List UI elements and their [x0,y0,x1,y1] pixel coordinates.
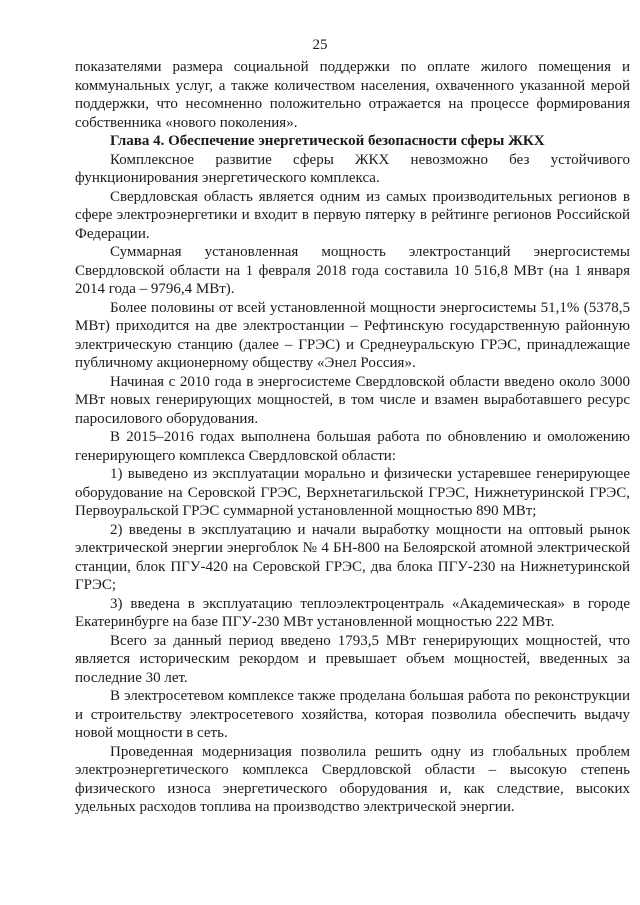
paragraph-total-installed-capacity: Суммарная установленная мощность электростанций энергосистемы Свердловской области на 1 февраля 2018 года составила 10 516,8 МВт (на 1 января 2014 года – 9796,4 МВт). [75,244,630,297]
paragraph-new-capacity-since-2010: Начиная с 2010 года в энергосистеме Свердловской области введено около 3000 МВт новых генерирующих мощностей, в том числе и взамен выработавшего ресурс паросилового оборудования. [75,373,630,427]
paragraph-complex-development: Комплексное развитие сферы ЖКХ невозможно без устойчивого функционирования энергетического комплекса. [75,151,630,186]
paragraph-modernization-results: Проведенная модернизация позволила решить одну из глобальных проблем электроэнергетического комплекса Свердловской области – высокую степень физического износа энергетического оборудования и, как следствие, высоких удельных расходов топлива на производство электрической энергии. [75,743,630,815]
paragraph-2015-2016-renewal: В 2015–2016 годах выполнена большая работа по обновлению и омоложению генерирующего комплекса Свердловской области: [75,429,630,464]
paragraph-grid-reconstruction: В электросетевом комплексе также проделана большая работа по реконструкции и строительству электросетевого хозяйства, которая позволила обеспечить выдачу новой мощности в сеть. [75,688,630,741]
document-body [75,58,630,817]
intro-paragraph: показателями размера социальной поддержки по оплате жилого помещения и коммунальных услуг, а также количеством населения, охваченного указанной мерой поддержки, что несомненно положительно отражается на процессе формирования собственника «нового поколения». [75,59,630,131]
chapter-heading: Глава 4. Обеспечение энергетической безопасности сферы ЖКХ [110,133,545,149]
paragraph-historic-record: Всего за данный период введено 1793,5 МВт генерирующих мощностей, что является историческим рекордом и превышает объем мощностей, введенных за последние 30 лет. [75,632,630,686]
page-number: 25 [312,37,328,53]
paragraph-two-power-stations: Более половины от всей установленной мощности энергосистемы 51,1% (5378,5 МВт) приходится на две электростанции – Рефтинскую государственную районную электрическую станцию (далее – ГРЭС) и Среднеуральскую ГРЭС, принадлежащие публичному акционерному обществу «Энел Россия». [75,299,630,371]
list-item-2-commissioned-units: 2) введены в эксплуатацию и начали выработку мощности на оптовый рынок электрической энергии энергоблок № 4 БН-800 на Белоярской атомной электрической станции, блок ПГУ-420 на Серовской ГРЭС, два блока ПГУ-230 на Нижнетуринской ГРЭС; [75,521,630,593]
list-item-3-akademicheskaya-chp: 3) введена в эксплуатацию теплоэлектроцентраль «Академическая» в городе Екатеринбурге на базе ПГУ-230 МВт установленной мощностью 222 МВт. [75,595,630,630]
paragraph-sverdlovsk-region-rating: Свердловская область является одним из самых производительных регионов в сфере электроэнергетики и входит в первую пятерку в рейтинге регионов Российской Федерации. [75,188,630,242]
list-item-1-decommissioned: 1) выведено из эксплуатации морально и физически устаревшее генерирующее оборудование на Серовской ГРЭС, Верхнетагильской ГРЭС, Нижнетуринской ГРЭС, Первоуральской ГРЭС суммарной установленной мощностью 890 МВт; [75,466,630,519]
